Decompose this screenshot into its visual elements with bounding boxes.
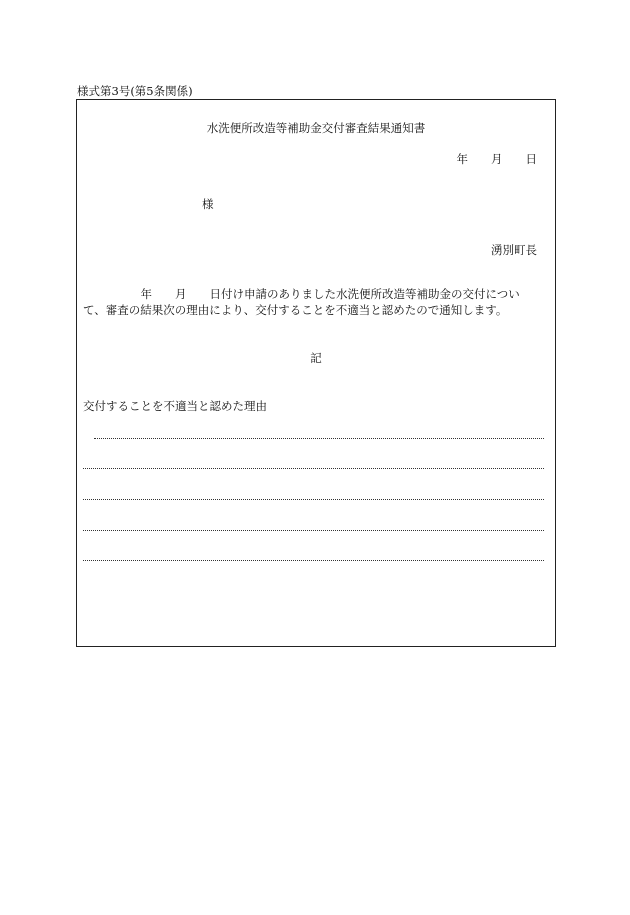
document-title: 水洗便所改造等補助金交付審査結果通知書 <box>206 121 426 135</box>
addressee-suffix: 様 <box>202 197 214 211</box>
date-line: 年 月 日 <box>456 152 537 166</box>
reason-heading: 交付することを不適当と認めた理由 <box>83 399 267 413</box>
reason-dotted-line-3 <box>83 499 544 500</box>
notice-body <box>83 286 549 318</box>
reason-dotted-line-2 <box>83 468 544 469</box>
sender-name: 湧別町長 <box>491 243 537 257</box>
notice-document-frame <box>76 99 556 647</box>
ki-heading: 記 <box>310 351 322 365</box>
reason-dotted-line-1 <box>94 438 544 439</box>
form-number-label: 様式第3号(第5条関係) <box>77 84 193 98</box>
reason-dotted-line-5 <box>83 560 544 561</box>
notice-body-line-2: て、審査の結果次の理由により、交付することを不適当と認めたので通知します。 <box>83 303 508 317</box>
notice-body-line-1: 年 月 日付け申請のありました水洗便所改造等補助金の交付につい <box>83 287 520 301</box>
reason-dotted-line-4 <box>83 530 544 531</box>
